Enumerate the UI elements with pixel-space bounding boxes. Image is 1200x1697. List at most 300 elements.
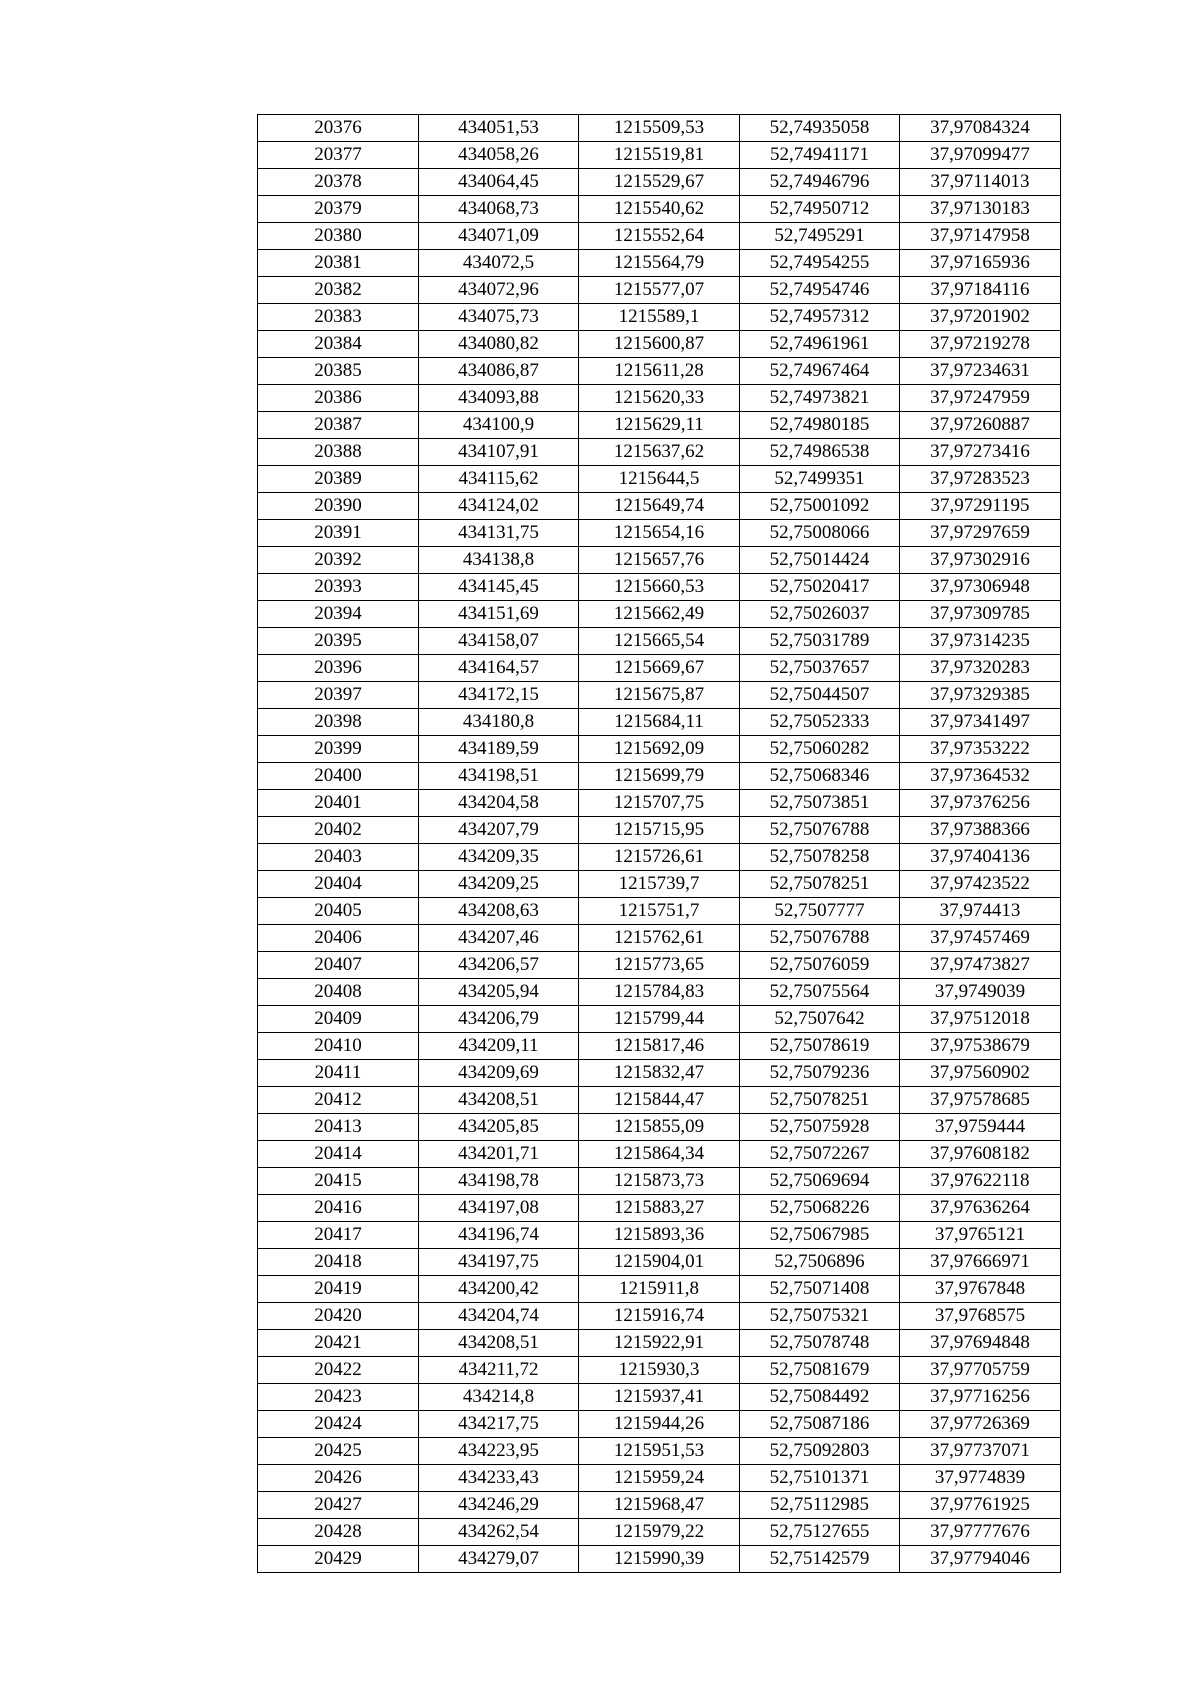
table-row <box>258 439 1061 466</box>
y-coordinate-cell: 1215564,79 <box>579 250 740 277</box>
point-number-cell: 20423 <box>258 1384 419 1411</box>
longitude-cell: 37,97705759 <box>900 1357 1061 1384</box>
longitude-cell: 37,97309785 <box>900 601 1061 628</box>
point-number-cell: 20407 <box>258 952 419 979</box>
point-number-cell: 20413 <box>258 1114 419 1141</box>
point-number-cell: 20395 <box>258 628 419 655</box>
latitude-cell: 52,75031789 <box>740 628 900 655</box>
longitude-cell: 37,97560902 <box>900 1060 1061 1087</box>
point-number-cell: 20391 <box>258 520 419 547</box>
longitude-cell: 37,97084324 <box>900 115 1061 142</box>
x-coordinate-cell: 434124,02 <box>419 493 579 520</box>
x-coordinate-cell: 434208,63 <box>419 898 579 925</box>
y-coordinate-cell: 1215509,53 <box>579 115 740 142</box>
y-coordinate-cell: 1215799,44 <box>579 1006 740 1033</box>
point-number-cell: 20403 <box>258 844 419 871</box>
y-coordinate-cell: 1215665,54 <box>579 628 740 655</box>
table-row <box>258 547 1061 574</box>
table-row <box>258 1465 1061 1492</box>
y-coordinate-cell: 1215937,41 <box>579 1384 740 1411</box>
point-number-cell: 20412 <box>258 1087 419 1114</box>
latitude-cell: 52,74941171 <box>740 142 900 169</box>
table-row <box>258 493 1061 520</box>
longitude-cell: 37,97165936 <box>900 250 1061 277</box>
table-row <box>258 1249 1061 1276</box>
x-coordinate-cell: 434198,51 <box>419 763 579 790</box>
table-row <box>258 1114 1061 1141</box>
point-number-cell: 20386 <box>258 385 419 412</box>
point-number-cell: 20426 <box>258 1465 419 1492</box>
x-coordinate-cell: 434204,58 <box>419 790 579 817</box>
y-coordinate-cell: 1215692,09 <box>579 736 740 763</box>
y-coordinate-cell: 1215715,95 <box>579 817 740 844</box>
latitude-cell: 52,7507642 <box>740 1006 900 1033</box>
y-coordinate-cell: 1215654,16 <box>579 520 740 547</box>
y-coordinate-cell: 1215620,33 <box>579 385 740 412</box>
point-number-cell: 20422 <box>258 1357 419 1384</box>
latitude-cell: 52,74967464 <box>740 358 900 385</box>
point-number-cell: 20389 <box>258 466 419 493</box>
latitude-cell: 52,75071408 <box>740 1276 900 1303</box>
x-coordinate-cell: 434115,62 <box>419 466 579 493</box>
x-coordinate-cell: 434107,91 <box>419 439 579 466</box>
latitude-cell: 52,75142579 <box>740 1546 900 1573</box>
y-coordinate-cell: 1215707,75 <box>579 790 740 817</box>
longitude-cell: 37,97578685 <box>900 1087 1061 1114</box>
x-coordinate-cell: 434246,29 <box>419 1492 579 1519</box>
x-coordinate-cell: 434138,8 <box>419 547 579 574</box>
table-row <box>258 709 1061 736</box>
table-row <box>258 871 1061 898</box>
y-coordinate-cell: 1215904,01 <box>579 1249 740 1276</box>
table-row <box>258 628 1061 655</box>
latitude-cell: 52,7507777 <box>740 898 900 925</box>
x-coordinate-cell: 434093,88 <box>419 385 579 412</box>
x-coordinate-cell: 434233,43 <box>419 1465 579 1492</box>
longitude-cell: 37,97247959 <box>900 385 1061 412</box>
table-row <box>258 115 1061 142</box>
coordinate-table-body <box>258 115 1061 1573</box>
point-number-cell: 20408 <box>258 979 419 1006</box>
y-coordinate-cell: 1215979,22 <box>579 1519 740 1546</box>
longitude-cell: 37,97423522 <box>900 871 1061 898</box>
latitude-cell: 52,75112985 <box>740 1492 900 1519</box>
table-row <box>258 925 1061 952</box>
x-coordinate-cell: 434072,5 <box>419 250 579 277</box>
y-coordinate-cell: 1215893,36 <box>579 1222 740 1249</box>
longitude-cell: 37,97291195 <box>900 493 1061 520</box>
y-coordinate-cell: 1215990,39 <box>579 1546 740 1573</box>
x-coordinate-cell: 434068,73 <box>419 196 579 223</box>
point-number-cell: 20401 <box>258 790 419 817</box>
x-coordinate-cell: 434200,42 <box>419 1276 579 1303</box>
point-number-cell: 20428 <box>258 1519 419 1546</box>
y-coordinate-cell: 1215784,83 <box>579 979 740 1006</box>
table-row <box>258 385 1061 412</box>
y-coordinate-cell: 1215773,65 <box>579 952 740 979</box>
longitude-cell: 37,9749039 <box>900 979 1061 1006</box>
x-coordinate-cell: 434080,82 <box>419 331 579 358</box>
table-row <box>258 1060 1061 1087</box>
y-coordinate-cell: 1215589,1 <box>579 304 740 331</box>
y-coordinate-cell: 1215675,87 <box>579 682 740 709</box>
longitude-cell: 37,97353222 <box>900 736 1061 763</box>
table-row <box>258 412 1061 439</box>
table-row <box>258 304 1061 331</box>
x-coordinate-cell: 434051,53 <box>419 115 579 142</box>
latitude-cell: 52,75076788 <box>740 817 900 844</box>
point-number-cell: 20411 <box>258 1060 419 1087</box>
table-row <box>258 655 1061 682</box>
y-coordinate-cell: 1215739,7 <box>579 871 740 898</box>
table-row <box>258 1411 1061 1438</box>
longitude-cell: 37,97364532 <box>900 763 1061 790</box>
longitude-cell: 37,97457469 <box>900 925 1061 952</box>
table-row <box>258 1006 1061 1033</box>
point-number-cell: 20421 <box>258 1330 419 1357</box>
x-coordinate-cell: 434072,96 <box>419 277 579 304</box>
y-coordinate-cell: 1215657,76 <box>579 547 740 574</box>
longitude-cell: 37,9774839 <box>900 1465 1061 1492</box>
y-coordinate-cell: 1215817,46 <box>579 1033 740 1060</box>
table-row <box>258 1222 1061 1249</box>
latitude-cell: 52,75072267 <box>740 1141 900 1168</box>
point-number-cell: 20382 <box>258 277 419 304</box>
longitude-cell: 37,97404136 <box>900 844 1061 871</box>
point-number-cell: 20406 <box>258 925 419 952</box>
table-row <box>258 1141 1061 1168</box>
longitude-cell: 37,97283523 <box>900 466 1061 493</box>
point-number-cell: 20419 <box>258 1276 419 1303</box>
longitude-cell: 37,97320283 <box>900 655 1061 682</box>
x-coordinate-cell: 434158,07 <box>419 628 579 655</box>
latitude-cell: 52,75008066 <box>740 520 900 547</box>
y-coordinate-cell: 1215930,3 <box>579 1357 740 1384</box>
x-coordinate-cell: 434201,71 <box>419 1141 579 1168</box>
y-coordinate-cell: 1215540,62 <box>579 196 740 223</box>
y-coordinate-cell: 1215611,28 <box>579 358 740 385</box>
point-number-cell: 20420 <box>258 1303 419 1330</box>
point-number-cell: 20376 <box>258 115 419 142</box>
x-coordinate-cell: 434217,75 <box>419 1411 579 1438</box>
y-coordinate-cell: 1215644,5 <box>579 466 740 493</box>
longitude-cell: 37,97297659 <box>900 520 1061 547</box>
x-coordinate-cell: 434211,72 <box>419 1357 579 1384</box>
latitude-cell: 52,75081679 <box>740 1357 900 1384</box>
y-coordinate-cell: 1215832,47 <box>579 1060 740 1087</box>
point-number-cell: 20381 <box>258 250 419 277</box>
y-coordinate-cell: 1215873,73 <box>579 1168 740 1195</box>
latitude-cell: 52,75076059 <box>740 952 900 979</box>
longitude-cell: 37,97666971 <box>900 1249 1061 1276</box>
point-number-cell: 20415 <box>258 1168 419 1195</box>
point-number-cell: 20390 <box>258 493 419 520</box>
table-row <box>258 1087 1061 1114</box>
x-coordinate-cell: 434209,69 <box>419 1060 579 1087</box>
longitude-cell: 37,97314235 <box>900 628 1061 655</box>
table-row <box>258 1276 1061 1303</box>
y-coordinate-cell: 1215600,87 <box>579 331 740 358</box>
point-number-cell: 20378 <box>258 169 419 196</box>
latitude-cell: 52,7495291 <box>740 223 900 250</box>
y-coordinate-cell: 1215916,74 <box>579 1303 740 1330</box>
y-coordinate-cell: 1215662,49 <box>579 601 740 628</box>
latitude-cell: 52,74973821 <box>740 385 900 412</box>
table-row <box>258 736 1061 763</box>
x-coordinate-cell: 434262,54 <box>419 1519 579 1546</box>
x-coordinate-cell: 434206,79 <box>419 1006 579 1033</box>
point-number-cell: 20387 <box>258 412 419 439</box>
coordinate-table <box>257 114 1061 1573</box>
y-coordinate-cell: 1215552,64 <box>579 223 740 250</box>
point-number-cell: 20409 <box>258 1006 419 1033</box>
x-coordinate-cell: 434207,46 <box>419 925 579 952</box>
point-number-cell: 20418 <box>258 1249 419 1276</box>
y-coordinate-cell: 1215959,24 <box>579 1465 740 1492</box>
point-number-cell: 20404 <box>258 871 419 898</box>
point-number-cell: 20397 <box>258 682 419 709</box>
table-row <box>258 1357 1061 1384</box>
y-coordinate-cell: 1215922,91 <box>579 1330 740 1357</box>
latitude-cell: 52,75067985 <box>740 1222 900 1249</box>
point-number-cell: 20393 <box>258 574 419 601</box>
x-coordinate-cell: 434205,94 <box>419 979 579 1006</box>
longitude-cell: 37,97512018 <box>900 1006 1061 1033</box>
longitude-cell: 37,97538679 <box>900 1033 1061 1060</box>
latitude-cell: 52,74935058 <box>740 115 900 142</box>
latitude-cell: 52,75078619 <box>740 1033 900 1060</box>
point-number-cell: 20405 <box>258 898 419 925</box>
point-number-cell: 20429 <box>258 1546 419 1573</box>
y-coordinate-cell: 1215577,07 <box>579 277 740 304</box>
latitude-cell: 52,75037657 <box>740 655 900 682</box>
point-number-cell: 20414 <box>258 1141 419 1168</box>
latitude-cell: 52,74946796 <box>740 169 900 196</box>
longitude-cell: 37,97260887 <box>900 412 1061 439</box>
longitude-cell: 37,97608182 <box>900 1141 1061 1168</box>
point-number-cell: 20379 <box>258 196 419 223</box>
x-coordinate-cell: 434058,26 <box>419 142 579 169</box>
latitude-cell: 52,75101371 <box>740 1465 900 1492</box>
x-coordinate-cell: 434064,45 <box>419 169 579 196</box>
point-number-cell: 20424 <box>258 1411 419 1438</box>
point-number-cell: 20385 <box>258 358 419 385</box>
table-row <box>258 1519 1061 1546</box>
x-coordinate-cell: 434207,79 <box>419 817 579 844</box>
y-coordinate-cell: 1215864,34 <box>579 1141 740 1168</box>
longitude-cell: 37,97273416 <box>900 439 1061 466</box>
x-coordinate-cell: 434180,8 <box>419 709 579 736</box>
x-coordinate-cell: 434100,9 <box>419 412 579 439</box>
table-row <box>258 763 1061 790</box>
longitude-cell: 37,9767848 <box>900 1276 1061 1303</box>
table-row <box>258 1546 1061 1573</box>
point-number-cell: 20377 <box>258 142 419 169</box>
table-row <box>258 1330 1061 1357</box>
table-row <box>258 952 1061 979</box>
latitude-cell: 52,7499351 <box>740 466 900 493</box>
latitude-cell: 52,74954255 <box>740 250 900 277</box>
x-coordinate-cell: 434205,85 <box>419 1114 579 1141</box>
table-row <box>258 1033 1061 1060</box>
latitude-cell: 52,74957312 <box>740 304 900 331</box>
x-coordinate-cell: 434071,09 <box>419 223 579 250</box>
y-coordinate-cell: 1215699,79 <box>579 763 740 790</box>
y-coordinate-cell: 1215855,09 <box>579 1114 740 1141</box>
table-row <box>258 223 1061 250</box>
table-row <box>258 1492 1061 1519</box>
table-row <box>258 844 1061 871</box>
table-row <box>258 277 1061 304</box>
longitude-cell: 37,97636264 <box>900 1195 1061 1222</box>
y-coordinate-cell: 1215911,8 <box>579 1276 740 1303</box>
y-coordinate-cell: 1215762,61 <box>579 925 740 952</box>
x-coordinate-cell: 434204,74 <box>419 1303 579 1330</box>
latitude-cell: 52,75075564 <box>740 979 900 1006</box>
x-coordinate-cell: 434164,57 <box>419 655 579 682</box>
y-coordinate-cell: 1215519,81 <box>579 142 740 169</box>
x-coordinate-cell: 434206,57 <box>419 952 579 979</box>
latitude-cell: 52,75069694 <box>740 1168 900 1195</box>
table-row <box>258 169 1061 196</box>
table-row <box>258 520 1061 547</box>
x-coordinate-cell: 434131,75 <box>419 520 579 547</box>
point-number-cell: 20396 <box>258 655 419 682</box>
x-coordinate-cell: 434189,59 <box>419 736 579 763</box>
latitude-cell: 52,75001092 <box>740 493 900 520</box>
latitude-cell: 52,75127655 <box>740 1519 900 1546</box>
longitude-cell: 37,97341497 <box>900 709 1061 736</box>
table-row <box>258 142 1061 169</box>
y-coordinate-cell: 1215883,27 <box>579 1195 740 1222</box>
latitude-cell: 52,75075928 <box>740 1114 900 1141</box>
longitude-cell: 37,97726369 <box>900 1411 1061 1438</box>
longitude-cell: 37,9759444 <box>900 1114 1061 1141</box>
table-row <box>258 358 1061 385</box>
table-row <box>258 898 1061 925</box>
longitude-cell: 37,97716256 <box>900 1384 1061 1411</box>
point-number-cell: 20427 <box>258 1492 419 1519</box>
latitude-cell: 52,75087186 <box>740 1411 900 1438</box>
latitude-cell: 52,74954746 <box>740 277 900 304</box>
x-coordinate-cell: 434208,51 <box>419 1330 579 1357</box>
point-number-cell: 20425 <box>258 1438 419 1465</box>
latitude-cell: 52,74980185 <box>740 412 900 439</box>
y-coordinate-cell: 1215726,61 <box>579 844 740 871</box>
y-coordinate-cell: 1215944,26 <box>579 1411 740 1438</box>
latitude-cell: 52,75078258 <box>740 844 900 871</box>
longitude-cell: 37,97794046 <box>900 1546 1061 1573</box>
longitude-cell: 37,9765121 <box>900 1222 1061 1249</box>
longitude-cell: 37,97302916 <box>900 547 1061 574</box>
y-coordinate-cell: 1215951,53 <box>579 1438 740 1465</box>
latitude-cell: 52,75076788 <box>740 925 900 952</box>
longitude-cell: 37,97388366 <box>900 817 1061 844</box>
longitude-cell: 37,97147958 <box>900 223 1061 250</box>
y-coordinate-cell: 1215629,11 <box>579 412 740 439</box>
y-coordinate-cell: 1215529,67 <box>579 169 740 196</box>
latitude-cell: 52,74961961 <box>740 331 900 358</box>
y-coordinate-cell: 1215684,11 <box>579 709 740 736</box>
y-coordinate-cell: 1215669,67 <box>579 655 740 682</box>
latitude-cell: 52,75084492 <box>740 1384 900 1411</box>
latitude-cell: 52,74986538 <box>740 439 900 466</box>
longitude-cell: 37,97219278 <box>900 331 1061 358</box>
point-number-cell: 20383 <box>258 304 419 331</box>
latitude-cell: 52,75068346 <box>740 763 900 790</box>
table-row <box>258 601 1061 628</box>
longitude-cell: 37,97201902 <box>900 304 1061 331</box>
x-coordinate-cell: 434198,78 <box>419 1168 579 1195</box>
latitude-cell: 52,75078748 <box>740 1330 900 1357</box>
longitude-cell: 37,97622118 <box>900 1168 1061 1195</box>
longitude-cell: 37,974413 <box>900 898 1061 925</box>
longitude-cell: 37,97329385 <box>900 682 1061 709</box>
longitude-cell: 37,97099477 <box>900 142 1061 169</box>
latitude-cell: 52,75073851 <box>740 790 900 817</box>
x-coordinate-cell: 434151,69 <box>419 601 579 628</box>
longitude-cell: 37,97737071 <box>900 1438 1061 1465</box>
longitude-cell: 37,97306948 <box>900 574 1061 601</box>
latitude-cell: 52,75020417 <box>740 574 900 601</box>
x-coordinate-cell: 434214,8 <box>419 1384 579 1411</box>
point-number-cell: 20392 <box>258 547 419 574</box>
latitude-cell: 52,75079236 <box>740 1060 900 1087</box>
point-number-cell: 20394 <box>258 601 419 628</box>
table-row <box>258 574 1061 601</box>
longitude-cell: 37,97184116 <box>900 277 1061 304</box>
x-coordinate-cell: 434145,45 <box>419 574 579 601</box>
latitude-cell: 52,75014424 <box>740 547 900 574</box>
point-number-cell: 20417 <box>258 1222 419 1249</box>
table-row <box>258 1168 1061 1195</box>
x-coordinate-cell: 434086,87 <box>419 358 579 385</box>
x-coordinate-cell: 434209,35 <box>419 844 579 871</box>
latitude-cell: 52,75060282 <box>740 736 900 763</box>
longitude-cell: 37,97694848 <box>900 1330 1061 1357</box>
point-number-cell: 20399 <box>258 736 419 763</box>
point-number-cell: 20410 <box>258 1033 419 1060</box>
table-row <box>258 466 1061 493</box>
point-number-cell: 20416 <box>258 1195 419 1222</box>
latitude-cell: 52,75068226 <box>740 1195 900 1222</box>
longitude-cell: 37,97114013 <box>900 169 1061 196</box>
point-number-cell: 20384 <box>258 331 419 358</box>
table-row <box>258 979 1061 1006</box>
latitude-cell: 52,75078251 <box>740 871 900 898</box>
point-number-cell: 20380 <box>258 223 419 250</box>
y-coordinate-cell: 1215844,47 <box>579 1087 740 1114</box>
longitude-cell: 37,9768575 <box>900 1303 1061 1330</box>
y-coordinate-cell: 1215649,74 <box>579 493 740 520</box>
latitude-cell: 52,75026037 <box>740 601 900 628</box>
x-coordinate-cell: 434223,95 <box>419 1438 579 1465</box>
longitude-cell: 37,97473827 <box>900 952 1061 979</box>
y-coordinate-cell: 1215968,47 <box>579 1492 740 1519</box>
x-coordinate-cell: 434209,25 <box>419 871 579 898</box>
table-row <box>258 1303 1061 1330</box>
latitude-cell: 52,74950712 <box>740 196 900 223</box>
table-row <box>258 1195 1061 1222</box>
x-coordinate-cell: 434209,11 <box>419 1033 579 1060</box>
table-row <box>258 331 1061 358</box>
x-coordinate-cell: 434208,51 <box>419 1087 579 1114</box>
y-coordinate-cell: 1215660,53 <box>579 574 740 601</box>
x-coordinate-cell: 434197,75 <box>419 1249 579 1276</box>
table-row <box>258 1438 1061 1465</box>
table-row <box>258 790 1061 817</box>
latitude-cell: 52,75052333 <box>740 709 900 736</box>
